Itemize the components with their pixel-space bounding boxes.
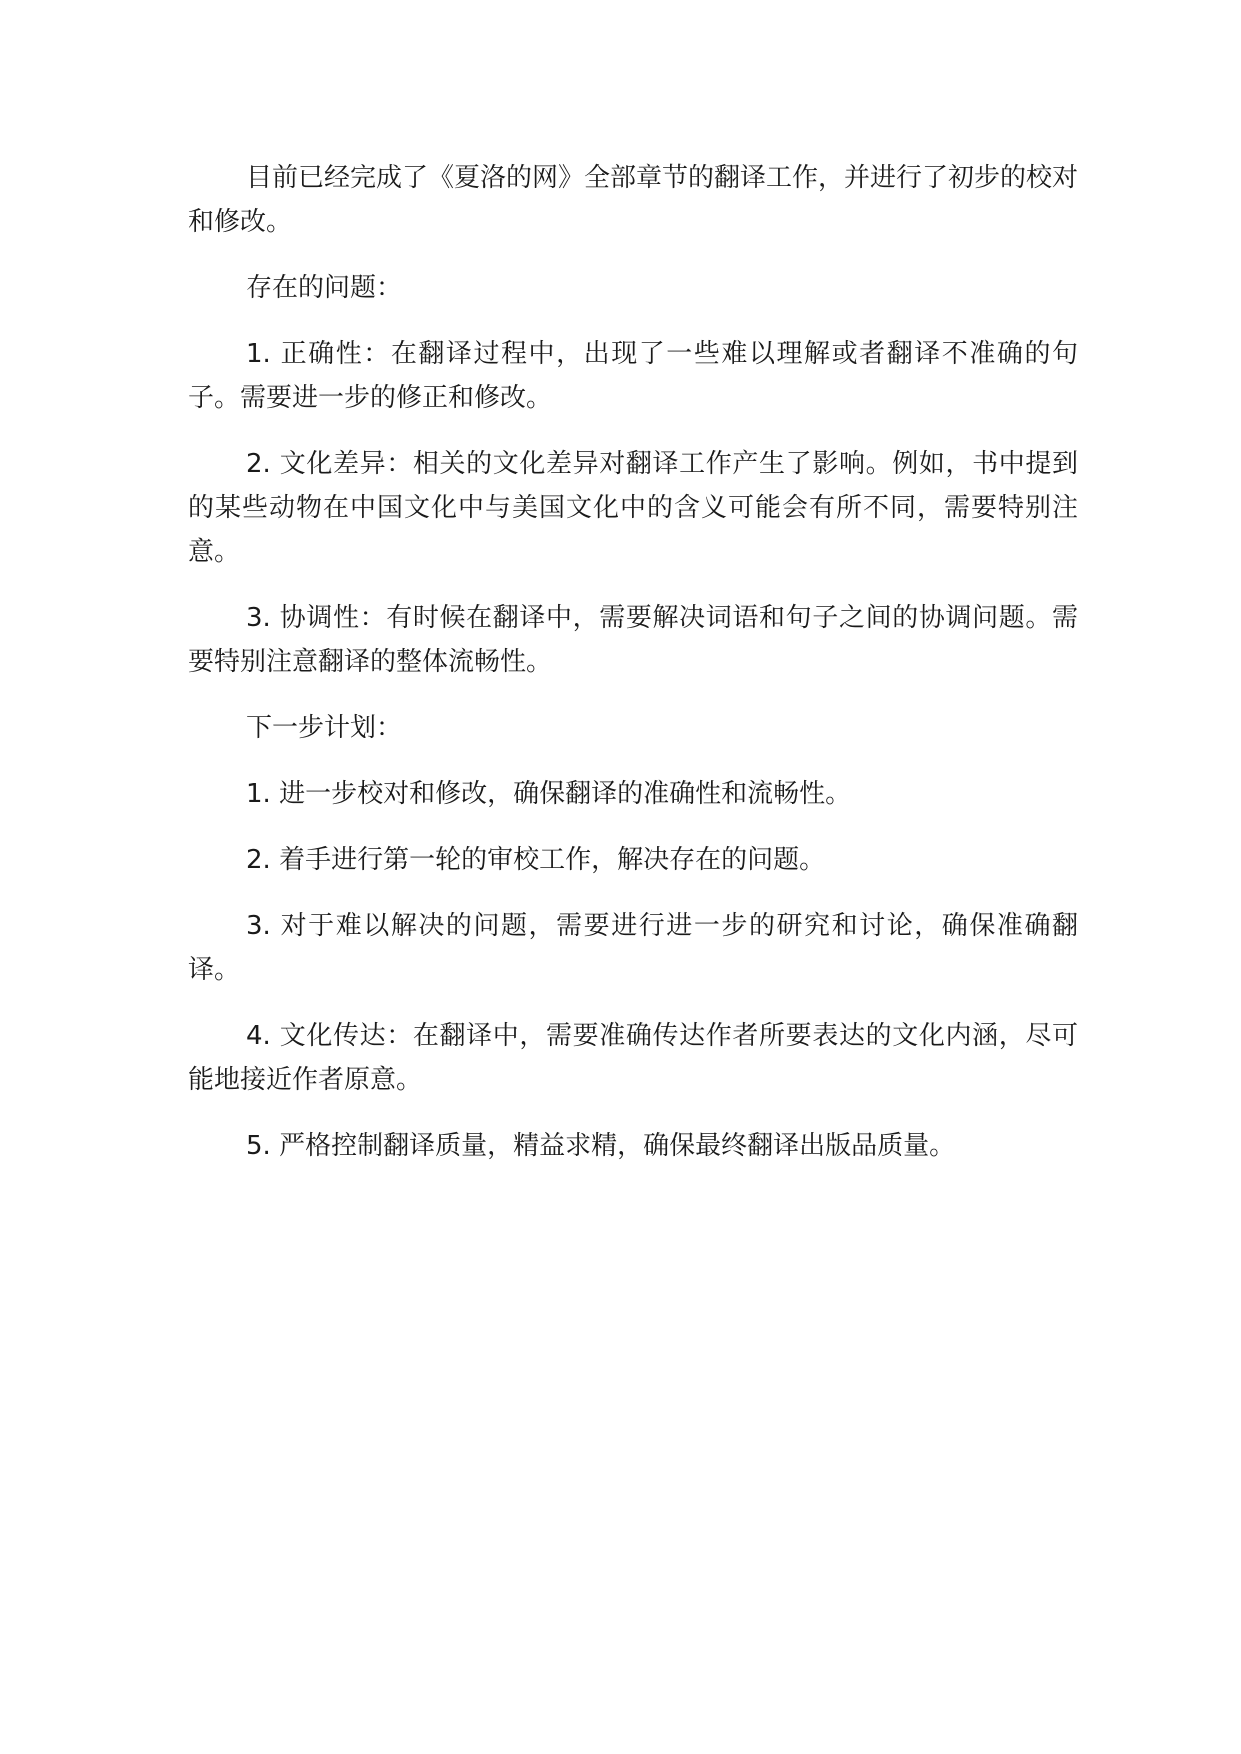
problem-item-1: 1. 正确性：在翻译过程中，出现了一些难以理解或者翻译不准确的句子。需要进一步的修正和修改。 — [188, 339, 1078, 413]
problem-item-2: 2. 文化差异：相关的文化差异对翻译工作产生了影响。例如，书中提到的某些动物在中国文化中与美国文化中的含义可能会有所不同，需要特别注意。 — [188, 449, 1078, 567]
problem-item-3: 3. 协调性：有时候在翻译中，需要解决词语和句子之间的协调问题。需要特别注意翻译的整体流畅性。 — [188, 603, 1078, 677]
plan-item-1: 1. 进一步校对和修改，确保翻译的准确性和流畅性。 — [246, 779, 852, 809]
plan-item-5: 5. 严格控制翻译质量，精益求精，确保最终翻译出版品质量。 — [246, 1131, 956, 1161]
plan-item-2: 2. 着手进行第一轮的审校工作，解决存在的问题。 — [246, 845, 826, 875]
plan-item-4: 4. 文化传达：在翻译中，需要准确传达作者所要表达的文化内涵，尽可能地接近作者原意。 — [188, 1021, 1078, 1095]
plan-heading: 下一步计划： — [246, 713, 403, 743]
plan-item-3: 3. 对于难以解决的问题，需要进行进一步的研究和讨论，确保准确翻译。 — [188, 911, 1078, 985]
problems-heading: 存在的问题： — [246, 273, 403, 303]
document-body — [188, 156, 1078, 1190]
intro-paragraph: 目前已经完成了《夏洛的网》全部章节的翻译工作，并进行了初步的校对和修改。 — [188, 163, 1079, 237]
